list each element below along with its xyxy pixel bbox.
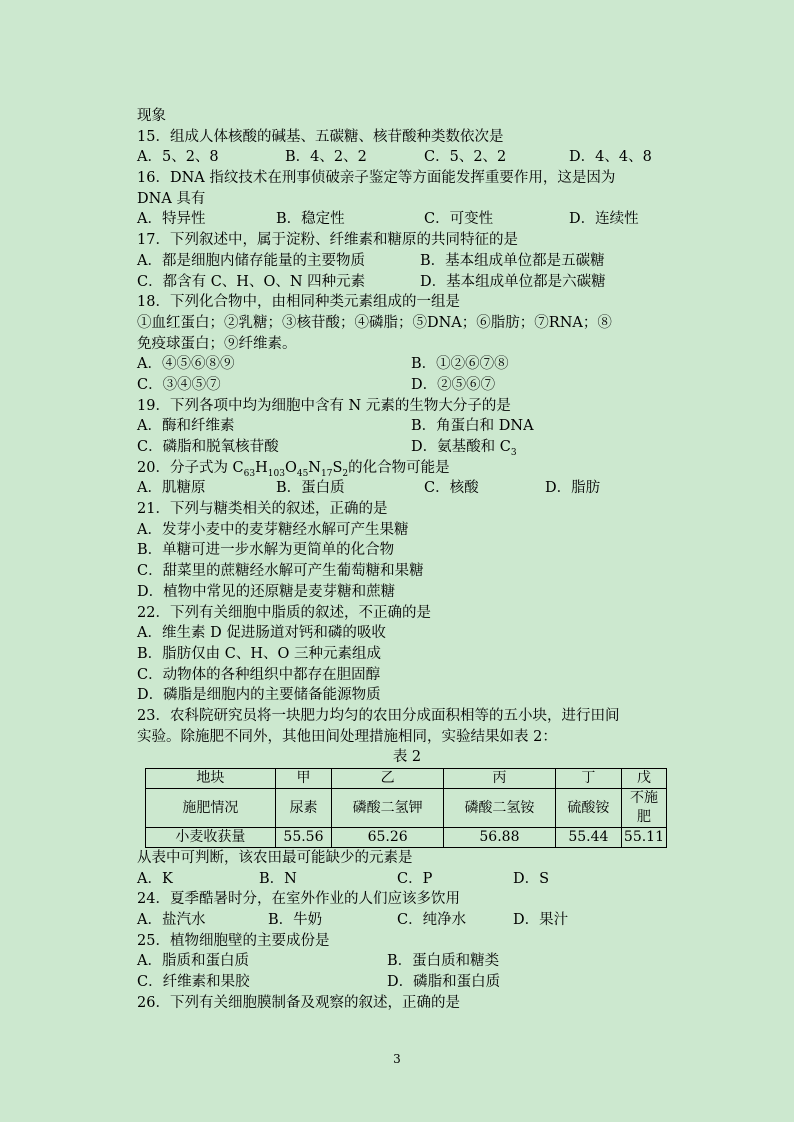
question-26: 26．下列有关细胞膜制备及观察的叙述，正确的是 [137, 994, 460, 1011]
table-cell: 施肥情况 [146, 789, 276, 828]
question-24: 24．夏季酷暑时分，在室外作业的人们应该多饮用 [137, 891, 460, 908]
option-c: C．甜菜里的蔗糖经水解可产生葡萄糖和果糖 [137, 563, 424, 580]
page-number: 3 [393, 1052, 401, 1066]
table-cell: 丁 [555, 769, 621, 789]
question-23: 23．农科院研究员将一块肥力均匀的农田分成面积相等的五小块，进行田间 [137, 707, 620, 724]
option-b: B．脂肪仅由 C、H、O 三种元素组成 [137, 645, 381, 662]
table-cell: 甲 [275, 769, 331, 789]
option-d: D．磷脂是细胞内的主要储备能源物质 [137, 687, 381, 704]
option-c: C．P [397, 870, 433, 887]
options-19-ab [137, 416, 677, 437]
table-cell: 55.44 [555, 828, 621, 848]
option-a: A．都是细胞内储存能量的主要物质 [137, 252, 365, 269]
option-d: D．果汁 [513, 912, 569, 929]
question-17: 17．下列叙述中，属于淀粉、纤维素和糖原的共同特征的是 [137, 232, 518, 249]
option-c: C．纯净水 [397, 912, 467, 929]
table-row [146, 769, 667, 789]
question-18-items: ①血红蛋白；②乳糖；③核苷酸；④磷脂；⑤DNA；⑥脂肪；⑦RNA；⑧ [137, 314, 612, 331]
option-c: C．都含有 C、H、O、N 四种元素 [137, 273, 366, 290]
option-a: A．脂质和蛋白质 [137, 953, 249, 970]
question-18: 18．下列化合物中，由相同种类元素组成的一组是 [137, 294, 460, 311]
option-a: A．酶和纤维素 [137, 418, 235, 435]
table-cell: 戊 [621, 769, 666, 789]
option-c: C．磷脂和脱氧核苷酸 [137, 439, 279, 455]
table-cell: 不施肥 [621, 789, 666, 828]
question-15: 15．组成人体核酸的碱基、五碳糖、核苷酸种类数依次是 [137, 128, 504, 145]
table-caption: 表 2 [392, 749, 422, 766]
option-d: D．脂肪 [545, 480, 601, 497]
option-c: C．可变性 [424, 211, 494, 228]
option-a: A．发芽小麦中的麦芽糖经水解可产生果糖 [137, 521, 409, 538]
option-a: A．盐汽水 [137, 912, 206, 929]
options-15 [137, 147, 677, 168]
option-a: A．④⑤⑥⑧⑨ [137, 356, 235, 373]
options-19-cd [137, 437, 677, 458]
document-page [137, 106, 677, 1014]
option-b: B．基本组成单位都是五碳糖 [420, 252, 605, 269]
question-16: 16．DNA 指纹技术在刑事侦破亲子鉴定等方面能发挥重要作用，这是因为 [137, 170, 616, 187]
option-b: B．蛋白质和糖类 [387, 953, 500, 970]
table-cell: 地块 [146, 769, 276, 789]
options-20 [137, 478, 677, 499]
option-d: D．连续性 [569, 211, 639, 228]
option-c: C．纤维素和果胶 [137, 974, 250, 991]
question-21: 21．下列与糖类相关的叙述，正确的是 [137, 501, 388, 518]
table-cell: 65.26 [332, 828, 444, 848]
option-c: C．动物体的各种组织中都存在胆固醇 [137, 666, 381, 683]
option-c: C．③④⑤⑦ [137, 376, 221, 393]
option-a: A．K [137, 870, 173, 887]
question-18-items-cont: 免疫球蛋白；⑨纤维素。 [137, 335, 297, 352]
option-b: B．①②⑥⑦⑧ [411, 356, 509, 373]
table-cell: 丙 [444, 769, 556, 789]
options-24 [137, 910, 677, 931]
option-d: D．S [513, 870, 550, 887]
table-cell: 乙 [332, 769, 444, 789]
question-25: 25．植物细胞壁的主要成份是 [137, 932, 330, 949]
option-c: C．核酸 [424, 480, 479, 497]
option-d: D．②⑤⑥⑦ [411, 376, 496, 393]
options-25-cd [137, 972, 677, 993]
table-cell: 56.88 [444, 828, 556, 848]
options-16 [137, 209, 677, 230]
question-23-ask: 从表中可判断，该农田最可能缺少的元素是 [137, 850, 413, 866]
option-b: B．单糖可进一步水解为更简单的化合物 [137, 542, 395, 559]
option-b: B．牛奶 [268, 912, 323, 929]
options-23 [137, 869, 677, 890]
option-a: A．肌糖原 [137, 480, 206, 497]
table-cell: 55.56 [275, 828, 331, 848]
text-line: 现象 [137, 108, 166, 124]
option-a: A．特异性 [137, 211, 206, 228]
option-b: B．4、2、2 [285, 149, 367, 166]
table-row [146, 789, 667, 828]
table-cell: 磷酸二氢铵 [444, 789, 556, 828]
table-cell: 55.11 [621, 828, 666, 848]
table-cell: 硫酸铵 [555, 789, 621, 828]
option-b: B．稳定性 [276, 211, 345, 228]
table-cell: 小麦收获量 [146, 828, 276, 848]
option-b: B．N [259, 870, 297, 887]
option-d: D．氨基酸和 $C_3$ [411, 439, 517, 458]
option-d: D．磷脂和蛋白质 [387, 974, 501, 991]
option-b: B．蛋白质 [276, 480, 345, 497]
options-18-ab [137, 354, 677, 375]
question-23-cont: 实验。除施肥不同外，其他田间处理措施相同，实验结果如表 2： [137, 728, 557, 745]
option-a: A．维生素 D 促进肠道对钙和磷的吸收 [137, 625, 386, 642]
table-cell: 磷酸二氢钾 [332, 789, 444, 828]
options-25-ab [137, 951, 677, 972]
question-22: 22．下列有关细胞中脂质的叙述，不正确的是 [137, 604, 431, 621]
table-cell: 尿素 [275, 789, 331, 828]
question-20: 20．分子式为 $C_{63}H_{103}O_{45}N_{17}S_2$的化合物可能是 [137, 459, 450, 479]
option-d: D．基本组成单位都是六碳糖 [420, 273, 606, 290]
table-row [146, 828, 667, 848]
question-19: 19．下列各项中均为细胞中含有 N 元素的生物大分子的是 [137, 397, 511, 414]
question-16-cont: DNA 具有 [137, 190, 206, 207]
option-d: D．植物中常见的还原糖是麦芽糖和蔗糖 [137, 583, 396, 600]
option-a: A．5、2、8 [137, 149, 219, 166]
data-table [145, 768, 667, 848]
option-b: B．角蛋白和 DNA [411, 418, 534, 435]
options-17-cd [137, 272, 677, 293]
option-d: D．4、4、8 [569, 149, 652, 166]
options-17-ab [137, 251, 677, 272]
option-c: C．5、2、2 [424, 149, 507, 166]
options-18-cd [137, 375, 677, 396]
